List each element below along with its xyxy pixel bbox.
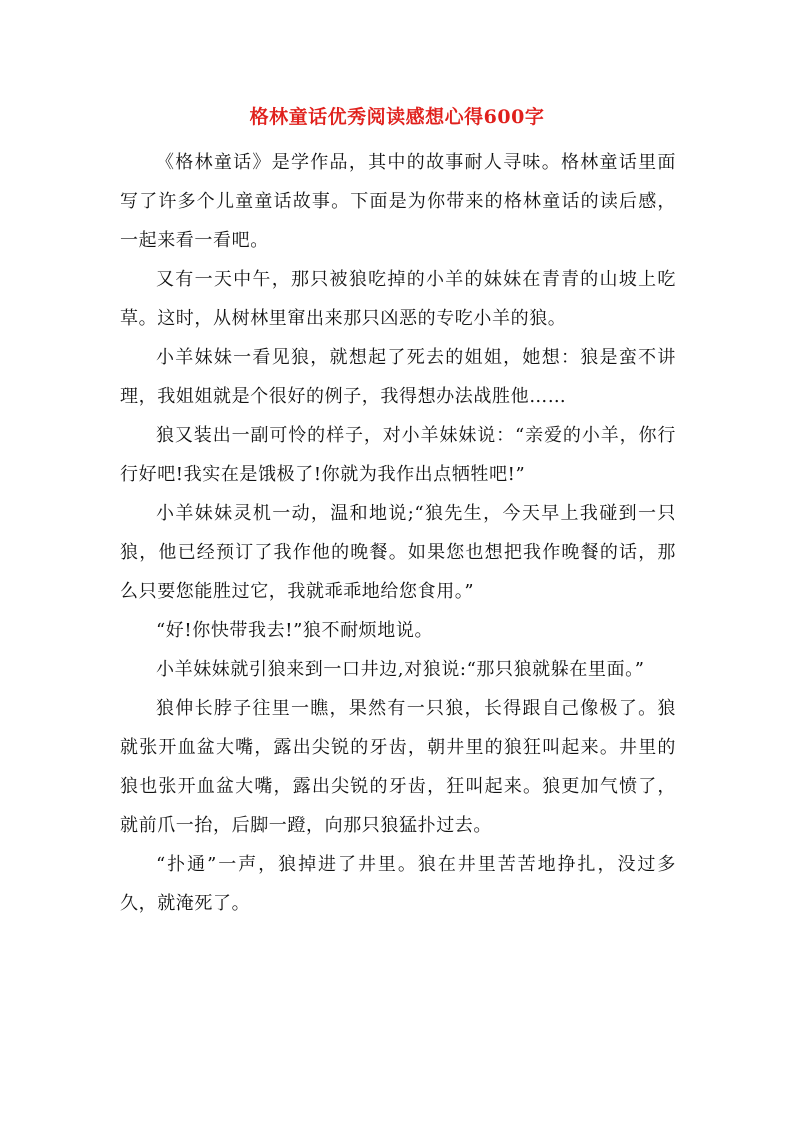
document-body bbox=[120, 143, 676, 923]
paragraph-8: 狼伸长脖子往里一瞧，果然有一只狼，长得跟自己像极了。狼就张开血盆大嘴，露出尖锐的牙齿，朝井里的狼狂叫起来。井里的狼也张开血盆大嘴，露出尖锐的牙齿，狂叫起来。狼更加气愤了，就前爪一抬，后脚一蹬，向那只狼猛扑过去。 bbox=[120, 698, 676, 836]
paragraph-4: 狼又装出一副可怜的样子，对小羊妹妹说：“亲爱的小羊，你行行好吧!我实在是饿极了!你就为我作出点牺牲吧!” bbox=[120, 425, 676, 485]
paragraph-1: 《格林童话》是学作品，其中的故事耐人寻味。格林童话里面写了许多个儿童童话故事。下面是为你带来的格林童话的读后感，一起来看一看吧。 bbox=[120, 152, 676, 251]
paragraph-5: 小羊妹妹灵机一动，温和地说;“狼先生，今天早上我碰到一只狼，他已经预订了我作他的晚餐。如果您也想把我作晚餐的话，那么只要您能胜过它，我就乖乖地给您食用。” bbox=[120, 503, 676, 602]
paragraph-6: “好!你快带我去!”狼不耐烦地说。 bbox=[156, 620, 434, 641]
paragraph-7: 小羊妹妹就引狼来到一口井边,对狼说:“那只狼就躲在里面。” bbox=[156, 659, 645, 680]
paragraph-2: 又有一天中午，那只被狼吃掉的小羊的妹妹在青青的山坡上吃草。这时，从树林里窜出来那只凶恶的专吃小羊的狼。 bbox=[120, 269, 676, 329]
paragraph-9: “扑通”一声，狼掉进了井里。狼在井里苦苦地挣扎，没过多久，就淹死了。 bbox=[120, 854, 676, 914]
document-title: 格林童话优秀阅读感想心得600字 bbox=[249, 106, 545, 128]
paragraph-3: 小羊妹妹一看见狼，就想起了死去的姐姐，她想：狼是蛮不讲理，我姐姐就是个很好的例子，我得想办法战胜他…… bbox=[120, 347, 676, 407]
